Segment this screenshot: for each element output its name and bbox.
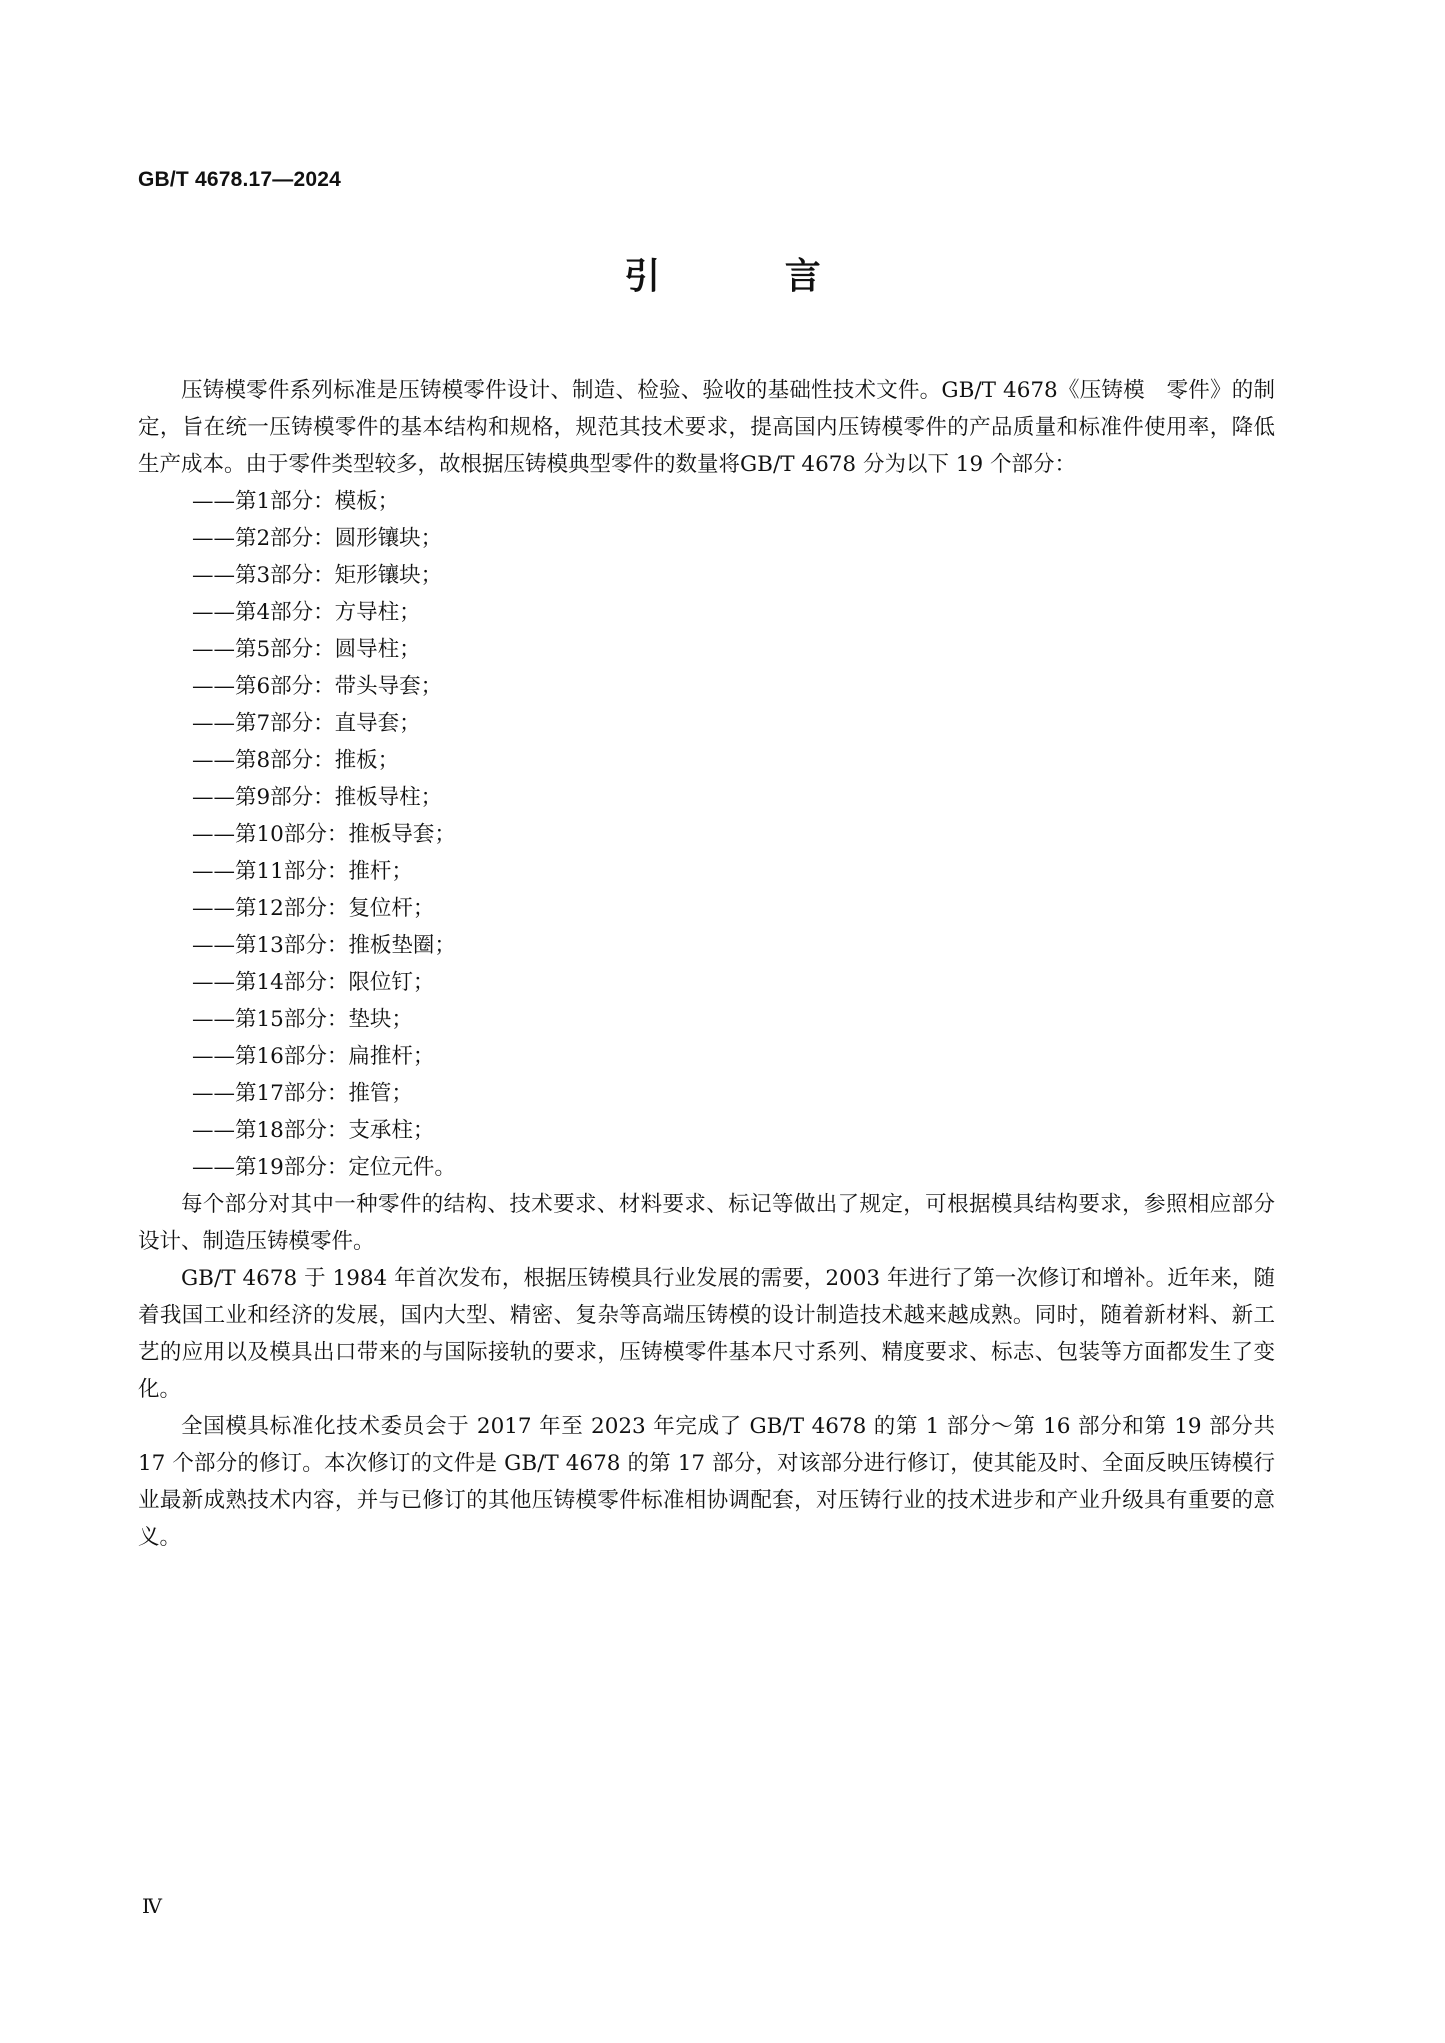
list-item: ——第1部分：模板；	[192, 489, 400, 514]
list-item: ——第14部分：限位钉；	[192, 970, 435, 995]
list-item: ——第12部分：复位杆；	[192, 896, 435, 921]
paragraph-revision: 全国模具标准化技术委员会于 2017 年至 2023 年完成了 GB/T 4678 的第 1 部分～第 16 部分和第 19 部分共 17 个部分的修订。本次修订的文件是 GB/T 4678 的第 17 部分，对该部分进行修订，使其能及时、全面反映压铸模行业最新成熟技术内容，并与已修订的其他压铸模零件标准相协调配套，对压铸行业的技术进步和产业升级具有重要的意义。	[138, 1414, 1275, 1550]
list-item: ——第5部分：圆导柱；	[192, 637, 421, 662]
page-number: Ⅳ	[142, 1894, 162, 1918]
list-item: ——第4部分：方导柱；	[192, 600, 421, 625]
list-item: ——第9部分：推板导柱；	[192, 785, 443, 810]
list-item: ——第3部分：矩形镶块；	[192, 563, 443, 588]
intro-paragraph: 压铸模零件系列标准是压铸模零件设计、制造、检验、验收的基础性技术文件。GB/T 4678《压铸模 零件》的制定，旨在统一压铸模零件的基本结构和规格，规范其技术要求，提高国内压铸模零件的产品质量和标准件使用率，降低生产成本。由于零件类型较多，故根据压铸模典型零件的数量将GB/T 4678 分为以下 19 个部分：	[138, 378, 1275, 477]
list-item: ——第13部分：推板垫圈；	[192, 933, 456, 958]
list-item: ——第6部分：带头导套；	[192, 674, 443, 699]
list-item: ——第16部分：扁推杆；	[192, 1044, 435, 1069]
paragraph-history: GB/T 4678 于 1984 年首次发布，根据压铸模具行业发展的需要，2003 年进行了第一次修订和增补。近年来，随着我国工业和经济的发展，国内大型、精密、复杂等高端压铸模的设计制造技术越来越成熟。同时，随着新材料、新工艺的应用以及模具出口带来的与国际接轨的要求，压铸模零件基本尺寸系列、精度要求、标志、包装等方面都发生了变化。	[138, 1266, 1275, 1402]
list-item: ——第8部分：推板；	[192, 748, 400, 773]
list-item: ——第2部分：圆形镶块；	[192, 526, 443, 551]
list-item: ——第10部分：推板导套；	[192, 822, 456, 847]
list-item: ——第19部分：定位元件。	[192, 1155, 456, 1180]
page-title: 引 言	[624, 256, 877, 297]
list-item: ——第7部分：直导套；	[192, 711, 421, 736]
list-item: ——第11部分：推杆；	[192, 859, 413, 884]
list-item: ——第18部分：支承柱；	[192, 1118, 435, 1143]
paragraph-structure: 每个部分对其中一种零件的结构、技术要求、材料要求、标记等做出了规定，可根据模具结构要求，参照相应部分设计、制造压铸模零件。	[138, 1192, 1275, 1254]
document-body	[138, 372, 1275, 1556]
parts-list	[138, 483, 1275, 1186]
document-code: GB/T 4678.17—2024	[138, 168, 342, 191]
list-item: ——第17部分：推管；	[192, 1081, 413, 1106]
list-item: ——第15部分：垫块；	[192, 1007, 413, 1032]
